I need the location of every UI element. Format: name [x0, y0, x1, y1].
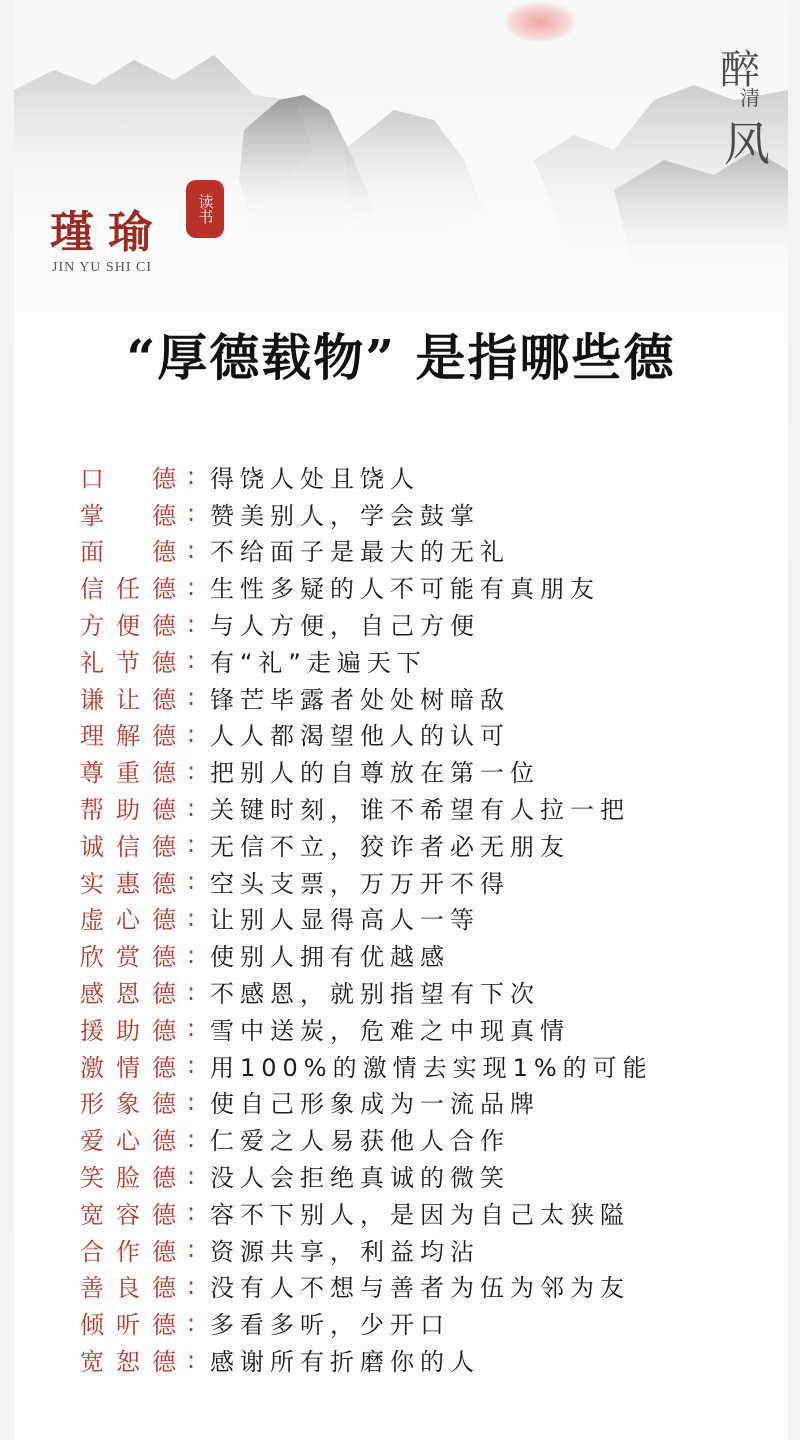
colon-separator: :	[186, 646, 196, 675]
colon-separator: :	[186, 867, 196, 896]
colon-separator: :	[186, 1161, 196, 1190]
list-item	[80, 752, 653, 789]
virtue-label: 善 良 德	[80, 1274, 176, 1303]
virtue-label: 欣 赏 德	[80, 943, 176, 972]
list-item	[80, 1304, 653, 1341]
colon-separator: :	[186, 1014, 196, 1043]
virtue-description: 没人会拒绝真诚的微笑	[210, 1164, 510, 1193]
virtue-label: 信 任 德	[80, 575, 176, 604]
virtue-description: 与人方便，自己方便	[210, 612, 480, 641]
virtue-label: 宽 恕 德	[80, 1348, 176, 1377]
virtue-label: 援 助 德	[80, 1016, 176, 1045]
virtue-description: 不给面子是最大的无礼	[210, 538, 510, 567]
virtue-label: 实 惠 德	[80, 869, 176, 898]
ink-mountains-illustration	[14, 40, 788, 320]
list-item	[80, 1010, 653, 1047]
list-item	[80, 568, 653, 605]
poster	[14, 0, 788, 1440]
virtue-label: 激 情 德	[80, 1053, 176, 1082]
list-item	[80, 1120, 653, 1157]
colon-separator: :	[186, 1235, 196, 1264]
virtue-description: 使自己形象成为一流品牌	[210, 1090, 540, 1119]
colon-separator: :	[186, 903, 196, 932]
colon-separator: :	[186, 1308, 196, 1337]
virtue-description: 用100%的激情去实现1%的可能	[210, 1053, 653, 1082]
virtue-label: 爱 心 德	[80, 1127, 176, 1156]
virtue-description: 人人都渴望他人的认可	[210, 722, 510, 751]
list-item	[80, 973, 653, 1010]
list-item	[80, 1084, 653, 1121]
virtue-description: 把别人的自尊放在第一位	[210, 759, 540, 788]
virtue-label: 尊 重 德	[80, 759, 176, 788]
corner-char: 风	[724, 117, 770, 171]
colon-separator: :	[186, 940, 196, 969]
virtue-description: 使别人拥有优越感	[210, 943, 450, 972]
colon-separator: :	[186, 1345, 196, 1374]
red-sun-decoration	[504, 2, 576, 42]
list-item	[80, 863, 653, 900]
logo-name: 瑾瑜	[50, 207, 166, 258]
colon-separator: :	[186, 683, 196, 712]
list-item	[80, 1231, 653, 1268]
colon-separator: :	[186, 462, 196, 491]
list-item	[80, 642, 653, 679]
virtue-label: 礼 节 德	[80, 648, 176, 677]
virtue-description: 资源共享，利益均沾	[210, 1237, 480, 1266]
list-item	[80, 605, 653, 642]
colon-separator: :	[186, 609, 196, 638]
list-item	[80, 936, 653, 973]
list-item	[80, 789, 653, 826]
virtue-label: 笑 脸 德	[80, 1164, 176, 1193]
virtue-label: 口 德	[80, 464, 176, 493]
virtue-label: 掌 德	[80, 501, 176, 530]
list-item	[80, 458, 653, 495]
virtue-description: 没有人不想与善者为伍为邻为友	[210, 1274, 630, 1303]
corner-char: 醉	[720, 47, 760, 93]
virtue-label: 帮 助 德	[80, 796, 176, 825]
virtue-description: 感谢所有折磨你的人	[210, 1348, 480, 1377]
virtue-label: 理 解 德	[80, 722, 176, 751]
virtue-label: 方 便 德	[80, 612, 176, 641]
virtue-label: 合 作 德	[80, 1237, 176, 1266]
list-item	[80, 1157, 653, 1194]
colon-separator: :	[186, 1198, 196, 1227]
virtue-description: 仁爱之人易获他人合作	[210, 1127, 510, 1156]
virtue-description: 雪中送炭，危难之中现真情	[210, 1016, 570, 1045]
virtue-description: 不感恩，就别指望有下次	[210, 980, 540, 1009]
list-item	[80, 679, 653, 716]
virtue-label: 宽 容 德	[80, 1200, 176, 1229]
virtue-label: 谦 让 德	[80, 685, 176, 714]
list-item	[80, 495, 653, 532]
virtue-label: 形 象 德	[80, 1090, 176, 1119]
virtue-description: 有“礼”走遍天下	[210, 648, 427, 677]
virtue-description: 赞美别人，学会鼓掌	[210, 501, 480, 530]
corner-char: 清	[740, 86, 760, 110]
logo-subtitle: JIN YU SHI CI	[52, 260, 152, 275]
list-item	[80, 900, 653, 937]
list-item	[80, 826, 653, 863]
list-item	[80, 716, 653, 753]
virtue-description: 容不下别人，是因为自己太狭隘	[210, 1200, 630, 1229]
colon-separator: :	[186, 977, 196, 1006]
colon-separator: :	[186, 572, 196, 601]
virtue-list	[80, 458, 653, 1378]
virtue-label: 倾 听 德	[80, 1311, 176, 1340]
colon-separator: :	[186, 830, 196, 859]
virtue-description: 让别人显得高人一等	[210, 906, 480, 935]
virtue-description: 锋芒毕露者处处树暗敌	[210, 685, 510, 714]
seal-stamp: 读书	[186, 180, 224, 238]
page-title: “厚德载物” 是指哪些德	[126, 328, 676, 387]
colon-separator: :	[186, 499, 196, 528]
virtue-description: 关键时刻，谁不希望有人拉一把	[210, 796, 630, 825]
virtue-description: 多看多听，少开口	[210, 1311, 450, 1340]
list-item	[80, 1194, 653, 1231]
list-item	[80, 1341, 653, 1378]
virtue-description: 无信不立，狡诈者必无朋友	[210, 832, 570, 861]
colon-separator: :	[186, 535, 196, 564]
colon-separator: :	[186, 756, 196, 785]
colon-separator: :	[186, 1271, 196, 1300]
virtue-label: 诚 信 德	[80, 832, 176, 861]
list-item	[80, 532, 653, 569]
list-item	[80, 1047, 653, 1084]
corner-calligraphy	[720, 38, 780, 171]
colon-separator: :	[186, 1124, 196, 1153]
virtue-description: 空头支票，万万开不得	[210, 869, 510, 898]
virtue-description: 得饶人处且饶人	[210, 464, 420, 493]
virtue-description: 生性多疑的人不可能有真朋友	[210, 575, 600, 604]
virtue-label: 虚 心 德	[80, 906, 176, 935]
colon-separator: :	[186, 719, 196, 748]
colon-separator: :	[186, 1087, 196, 1116]
colon-separator: :	[186, 793, 196, 822]
virtue-label: 感 恩 德	[80, 980, 176, 1009]
virtue-label: 面 德	[80, 538, 176, 567]
colon-separator: :	[186, 1051, 196, 1080]
list-item	[80, 1268, 653, 1305]
